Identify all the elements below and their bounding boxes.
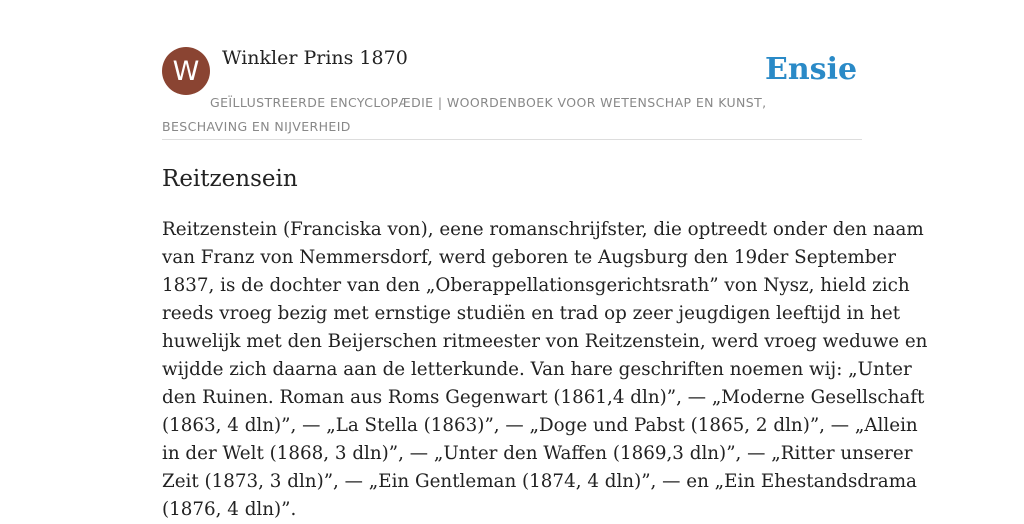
- body-line: den Ruinen. Roman aus Roms Gegenwart (1861,4 dln)”, — „Moderne Gesellschaft: [162, 387, 925, 408]
- body-line: Zeit (1873, 3 dln)”, — „Ein Gentleman (1874, 4 dln)”, — en „Ein Ehestandsdrama: [162, 471, 917, 492]
- ensie-logo[interactable]: Ensie: [765, 52, 858, 87]
- entry-body: [162, 216, 928, 524]
- body-line: (1863, 4 dln)”, — „La Stella (1863)”, — „Doge und Pabst (1865, 2 dln)”, — „Allein: [162, 415, 918, 436]
- body-line: reeds vroeg bezig met ernstige studiën en trad op zeer jeugdigen leeftijd in het: [162, 303, 901, 324]
- body-line: huwelijk met den Beijerschen ritmeester von Reitzenstein, werd vroeg weduwe en: [162, 331, 928, 352]
- body-line: (1876, 4 dln)”.: [162, 499, 297, 520]
- body-line: Reitzenstein (Franciska von), eene romanschrijfster, die optreedt onder den naam: [162, 219, 924, 240]
- source-title[interactable]: Winkler Prins 1870: [222, 47, 408, 69]
- body-line: in der Welt (1868, 3 dln)”, — „Unter den Waffen (1869,3 dln)”, — „Ritter unserer: [162, 443, 913, 464]
- entry-title: Reitzensein: [162, 166, 298, 192]
- header-divider: [162, 139, 862, 140]
- source-subtitle: GEÏLLUSTREERDE ENCYCLOPÆDIE | WOORDENBOEK VOOR WETENSCHAP EN KUNST, BESCHAVING EN NIJVERHEID: [162, 95, 767, 134]
- body-line: wijdde zich daarna aan de letterkunde. Van hare geschriften noemen wij: „Unter: [162, 359, 912, 380]
- source-avatar[interactable]: W: [162, 47, 210, 95]
- body-line: van Franz von Nemmersdorf, werd geboren te Augsburg den 19der September: [162, 247, 896, 268]
- body-line: 1837, is de dochter van den „Oberappellationsgerichtsrath” von Nysz, hield zich: [162, 275, 910, 296]
